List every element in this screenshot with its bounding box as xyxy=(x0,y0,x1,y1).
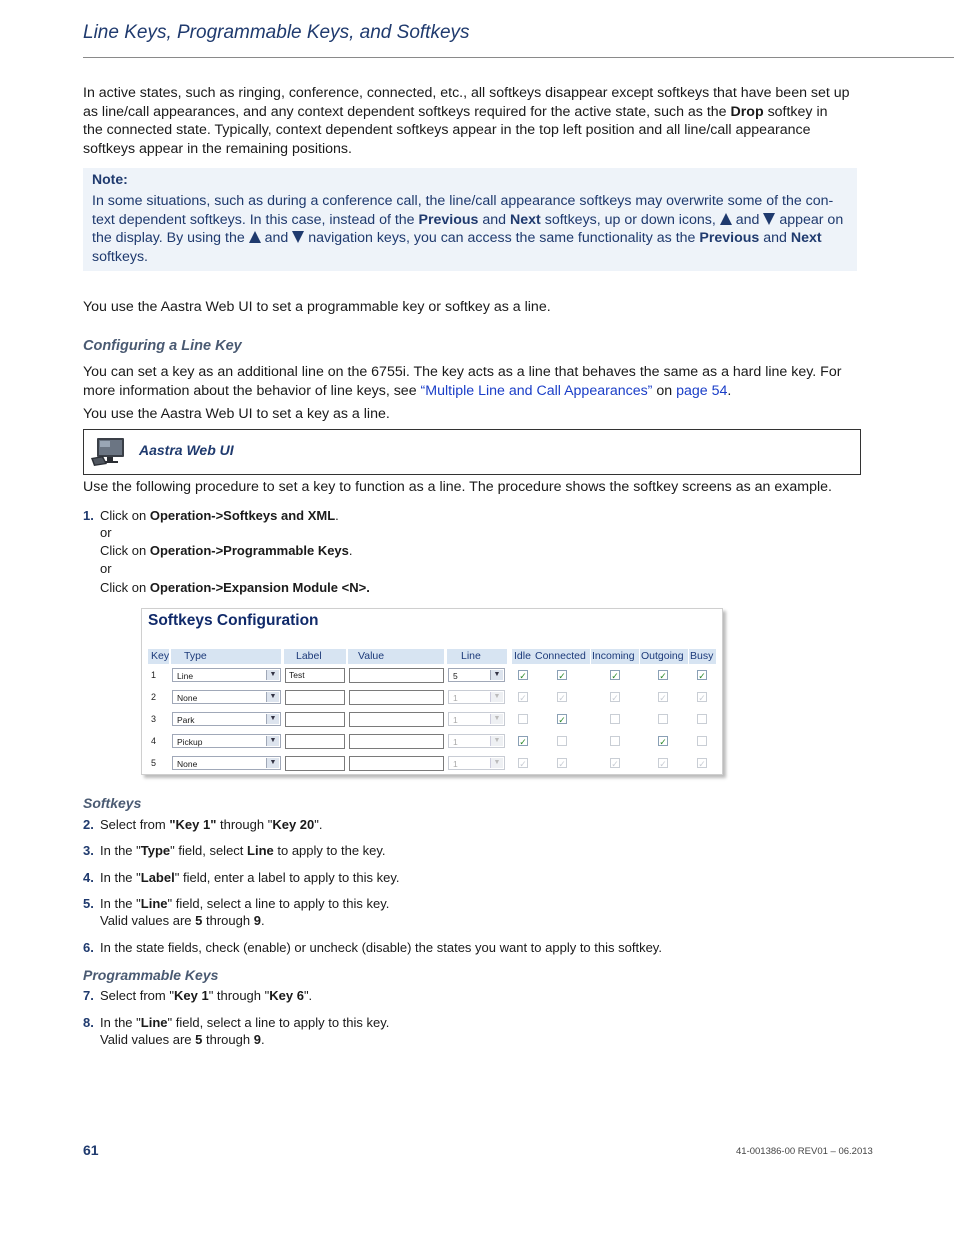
state-checkbox xyxy=(697,714,707,724)
state-checkbox: ✓ xyxy=(698,693,706,703)
step-body xyxy=(100,987,860,1004)
step-line xyxy=(100,939,860,956)
section-text: more information about the behavior of line keys, see xyxy=(83,382,421,399)
state-checkbox[interactable]: ✓ xyxy=(611,671,619,681)
state-checkbox[interactable]: ✓ xyxy=(659,737,667,747)
step-body xyxy=(100,939,860,956)
next-term: Next xyxy=(790,230,822,246)
step-text: " field, select xyxy=(170,843,248,858)
type-select[interactable] xyxy=(172,756,281,770)
state-checkbox xyxy=(697,736,707,746)
step-number: 8. xyxy=(83,1015,94,1030)
down-arrow-icon xyxy=(292,231,304,243)
state-checkbox xyxy=(610,714,620,724)
state-checkbox xyxy=(557,736,567,746)
state-checkbox: ✓ xyxy=(519,693,527,703)
note-title: Note: xyxy=(92,171,128,187)
line-select xyxy=(448,712,505,726)
step-text: In the " xyxy=(100,1015,141,1030)
line-select xyxy=(448,734,505,748)
note-line-2 xyxy=(92,211,852,230)
key-number: 1 xyxy=(151,670,157,680)
step-subline xyxy=(100,912,860,929)
step-line xyxy=(100,842,860,859)
chevron-down-icon: ▼ xyxy=(490,736,503,746)
label-input[interactable] xyxy=(285,734,345,749)
step-number: 2. xyxy=(83,817,94,832)
note-text: and xyxy=(759,230,791,246)
step-number: 6. xyxy=(83,940,94,955)
previous-term: Previous xyxy=(418,211,479,228)
menu-path: Operation->Softkeys and XML xyxy=(149,508,336,523)
line-select-value: 1 xyxy=(453,693,458,703)
note-body xyxy=(92,192,852,266)
step-text: . xyxy=(348,543,353,558)
step-body xyxy=(100,816,860,833)
intro-line-1: In active states, such as ringing, conference, connected, etc., all softkeys disappear except softkeys that have been set up xyxy=(83,85,850,101)
note-line-3 xyxy=(92,229,852,248)
type-select[interactable] xyxy=(172,690,281,704)
step-term: Type xyxy=(140,843,171,858)
state-checkbox: ✓ xyxy=(558,759,566,769)
state-checkbox: ✓ xyxy=(659,759,667,769)
value-input[interactable] xyxy=(349,756,444,771)
step-text: Select from xyxy=(100,817,170,832)
step-text: " field, enter a label to apply to this key. xyxy=(174,870,400,885)
step-text: In the state fields, check (enable) or uncheck (disable) the states you want to apply to this softkey. xyxy=(100,940,662,955)
step-term: Key 20 xyxy=(272,817,315,832)
note-text: and xyxy=(478,211,511,228)
key-number: 2 xyxy=(151,692,157,702)
column-header-label: Key xyxy=(151,650,170,662)
note-line-1: In some situations, such as during a conference call, the line/call appearance softkeys may overwrite some of the con- xyxy=(92,193,834,209)
step-text: ". xyxy=(303,988,313,1003)
note-text: navigation keys, you can access the same functionality as the xyxy=(304,230,700,246)
step-subline xyxy=(100,1031,860,1048)
step-number: 7. xyxy=(83,988,94,1003)
step-text: through " xyxy=(216,817,273,832)
step-term: Key 6 xyxy=(269,988,304,1003)
step-text: . xyxy=(260,913,265,928)
label-input[interactable] xyxy=(285,756,345,771)
step-body xyxy=(100,1014,860,1048)
line-select-value: 1 xyxy=(453,715,458,725)
step-text: ". xyxy=(314,817,323,832)
step-text: " field, select a line to apply to this key. xyxy=(167,896,390,911)
intro-line-4: softkeys appear in the remaining positions. xyxy=(83,140,352,157)
label-input[interactable] xyxy=(285,712,345,727)
step-text: or xyxy=(100,525,112,540)
key-number: 3 xyxy=(151,714,157,724)
line-select xyxy=(448,690,505,704)
chevron-down-icon: ▼ xyxy=(266,670,279,680)
type-select-value: Line xyxy=(177,671,194,681)
value-input[interactable] xyxy=(349,712,444,727)
intro-paragraph xyxy=(83,84,873,158)
running-header: Line Keys, Programmable Keys, and Softkeys xyxy=(83,22,470,43)
page-link[interactable]: page 54 xyxy=(676,382,728,399)
label-input[interactable]: Test xyxy=(285,668,345,683)
step-number: 5. xyxy=(83,896,94,911)
step-body xyxy=(100,869,860,886)
step-body xyxy=(100,842,860,859)
step-text: to apply to the key. xyxy=(273,843,386,858)
step-text: Select from " xyxy=(100,988,174,1003)
section-line-1: You can set a key as an additional line on the 6755i. The key acts as a line that behaves the same as a hard line key. For xyxy=(83,364,842,380)
step-term: 5 xyxy=(195,1032,203,1047)
type-select-value: None xyxy=(177,693,198,703)
step-line xyxy=(100,1014,860,1031)
type-select-value: Park xyxy=(177,715,195,725)
chevron-down-icon: ▼ xyxy=(490,692,503,702)
step-number: 4. xyxy=(83,870,94,885)
step-text: In the " xyxy=(100,843,141,858)
section-caption: Programmable Keys xyxy=(83,967,219,983)
procedure-intro: Use the following procedure to set a key to function as a line. The procedure shows the softkey screens as an example. xyxy=(83,479,832,495)
step-line xyxy=(100,895,860,912)
type-select[interactable] xyxy=(172,668,281,682)
line-select[interactable] xyxy=(448,668,505,682)
chevron-down-icon: ▼ xyxy=(490,714,503,724)
intro-text: softkey in xyxy=(763,103,828,120)
menu-path: Operation->Expansion Module <N>. xyxy=(149,580,370,595)
step-term: Line xyxy=(247,843,274,858)
step-text: . xyxy=(335,508,339,523)
key-number: 5 xyxy=(151,758,157,768)
column-header-label: Busy xyxy=(690,650,714,662)
web-ui-label: Aastra Web UI xyxy=(139,442,234,458)
line-select-value: 1 xyxy=(453,737,458,747)
state-checkbox[interactable]: ✓ xyxy=(558,671,566,681)
down-arrow-icon xyxy=(763,213,775,225)
type-select-value: Pickup xyxy=(177,737,203,747)
drop-term: Drop xyxy=(730,103,764,120)
chevron-down-icon: ▼ xyxy=(266,714,279,724)
state-checkbox: ✓ xyxy=(611,759,619,769)
column-header-label: Idle xyxy=(514,650,531,662)
type-select-value: None xyxy=(177,759,198,769)
section-text: on xyxy=(652,382,677,399)
step-line xyxy=(100,869,860,886)
column-header-label: Incoming xyxy=(592,650,635,662)
intro-text: as line/call appearances, and any context dependent softkeys required for the active state, such as the xyxy=(83,103,731,120)
state-checkbox: ✓ xyxy=(519,759,527,769)
screenshot-title: Softkeys Configuration xyxy=(148,612,319,629)
state-checkbox: ✓ xyxy=(659,693,667,703)
step-text: . xyxy=(260,1032,265,1047)
up-arrow-icon xyxy=(720,213,732,225)
step-term: 9 xyxy=(253,1032,261,1047)
step-term: Label xyxy=(140,870,175,885)
next-term: Next xyxy=(510,211,541,228)
header-rule xyxy=(83,57,954,58)
note-line-4: softkeys. xyxy=(92,248,148,265)
intro-line-3: the connected state. Typically, context dependent softkeys appear in the top left position and all line/call appearance xyxy=(83,122,811,138)
menu-path: Operation->Programmable Keys xyxy=(149,543,349,558)
section-text: . xyxy=(727,382,732,399)
note-text: and xyxy=(264,230,289,246)
state-checkbox[interactable]: ✓ xyxy=(659,671,667,681)
figure-caption: Softkeys xyxy=(83,795,142,811)
note-text: the display. By using the xyxy=(92,230,249,246)
step-line xyxy=(100,816,860,833)
step-term: 5 xyxy=(195,913,203,928)
step-text: In the " xyxy=(100,896,141,911)
computer-icon xyxy=(89,436,127,468)
step-text: " field, select a line to apply to this key. xyxy=(167,1015,390,1030)
step-text: Click on xyxy=(100,508,150,523)
state-checkbox: ✓ xyxy=(558,693,566,703)
column-header-label: Type xyxy=(184,650,207,662)
step-term: Line xyxy=(140,1015,168,1030)
intro-line-2 xyxy=(83,103,873,122)
section-paragraph-2: You use the Aastra Web UI to set a key as a line. xyxy=(83,406,390,422)
step-text: Click on xyxy=(100,543,150,558)
step-term: 9 xyxy=(253,913,261,928)
state-checkbox: ✓ xyxy=(611,693,619,703)
chevron-down-icon: ▼ xyxy=(490,758,503,768)
document-code: 41-001386-00 REV01 – 06.2013 xyxy=(736,1146,873,1157)
state-checkbox[interactable]: ✓ xyxy=(519,671,527,681)
step-text: " through " xyxy=(208,988,270,1003)
key-number: 4 xyxy=(151,736,157,746)
state-checkbox[interactable]: ✓ xyxy=(558,715,566,725)
step-line xyxy=(100,987,860,1004)
note-text: and xyxy=(735,211,760,228)
step-1 xyxy=(100,507,370,596)
state-checkbox: ✓ xyxy=(698,759,706,769)
step-term: "Key 1" xyxy=(169,817,217,832)
section-line-2 xyxy=(83,382,873,401)
column-header-label: Line xyxy=(461,650,481,662)
column-header-label: Connected xyxy=(535,650,586,662)
step-term: Line xyxy=(140,896,168,911)
state-checkbox[interactable]: ✓ xyxy=(698,671,706,681)
state-checkbox xyxy=(518,714,528,724)
step-text: Valid values are xyxy=(100,913,196,928)
line-select xyxy=(448,756,505,770)
state-checkbox xyxy=(658,714,668,724)
step-text: In the " xyxy=(100,870,141,885)
value-input[interactable] xyxy=(349,690,444,705)
section-paragraph xyxy=(83,363,873,400)
chevron-down-icon: ▼ xyxy=(266,758,279,768)
value-input[interactable] xyxy=(349,734,444,749)
note-text: appear on xyxy=(775,211,844,228)
web-ui-paragraph: You use the Aastra Web UI to set a programmable key or softkey as a line. xyxy=(83,299,551,315)
section-heading: Configuring a Line Key xyxy=(83,338,242,354)
note-text: text dependent softkeys. In this case, instead of the xyxy=(92,211,419,228)
step-number: 3. xyxy=(83,843,94,858)
cross-reference-link[interactable]: “Multiple Line and Call Appearances” xyxy=(420,382,653,399)
step-number: 1. xyxy=(83,508,94,523)
label-input[interactable] xyxy=(285,690,345,705)
chevron-down-icon: ▼ xyxy=(266,692,279,702)
step-term: Key 1 xyxy=(173,988,209,1003)
column-header-label: Value xyxy=(358,650,385,662)
type-select[interactable] xyxy=(172,712,281,726)
step-text: Click on xyxy=(100,580,150,595)
state-checkbox[interactable]: ✓ xyxy=(519,737,527,747)
step-text: through xyxy=(202,1032,254,1047)
note-text: softkeys, up or down icons, xyxy=(540,211,720,228)
page-number: 61 xyxy=(83,1142,99,1158)
column-header-label: Label xyxy=(296,650,322,662)
step-text: through xyxy=(202,913,254,928)
up-arrow-icon xyxy=(249,231,261,243)
line-select-value: 1 xyxy=(453,759,458,769)
chevron-down-icon: ▼ xyxy=(490,670,503,680)
step-text: Valid values are xyxy=(100,1032,196,1047)
chevron-down-icon: ▼ xyxy=(266,736,279,746)
step-body xyxy=(100,895,860,929)
line-select-value: 5 xyxy=(453,671,458,681)
previous-term: Previous xyxy=(699,230,760,246)
column-header-label: Outgoing xyxy=(641,650,684,662)
state-checkbox xyxy=(610,736,620,746)
type-select[interactable] xyxy=(172,734,281,748)
value-input[interactable] xyxy=(349,668,444,683)
step-text: or xyxy=(100,561,112,576)
